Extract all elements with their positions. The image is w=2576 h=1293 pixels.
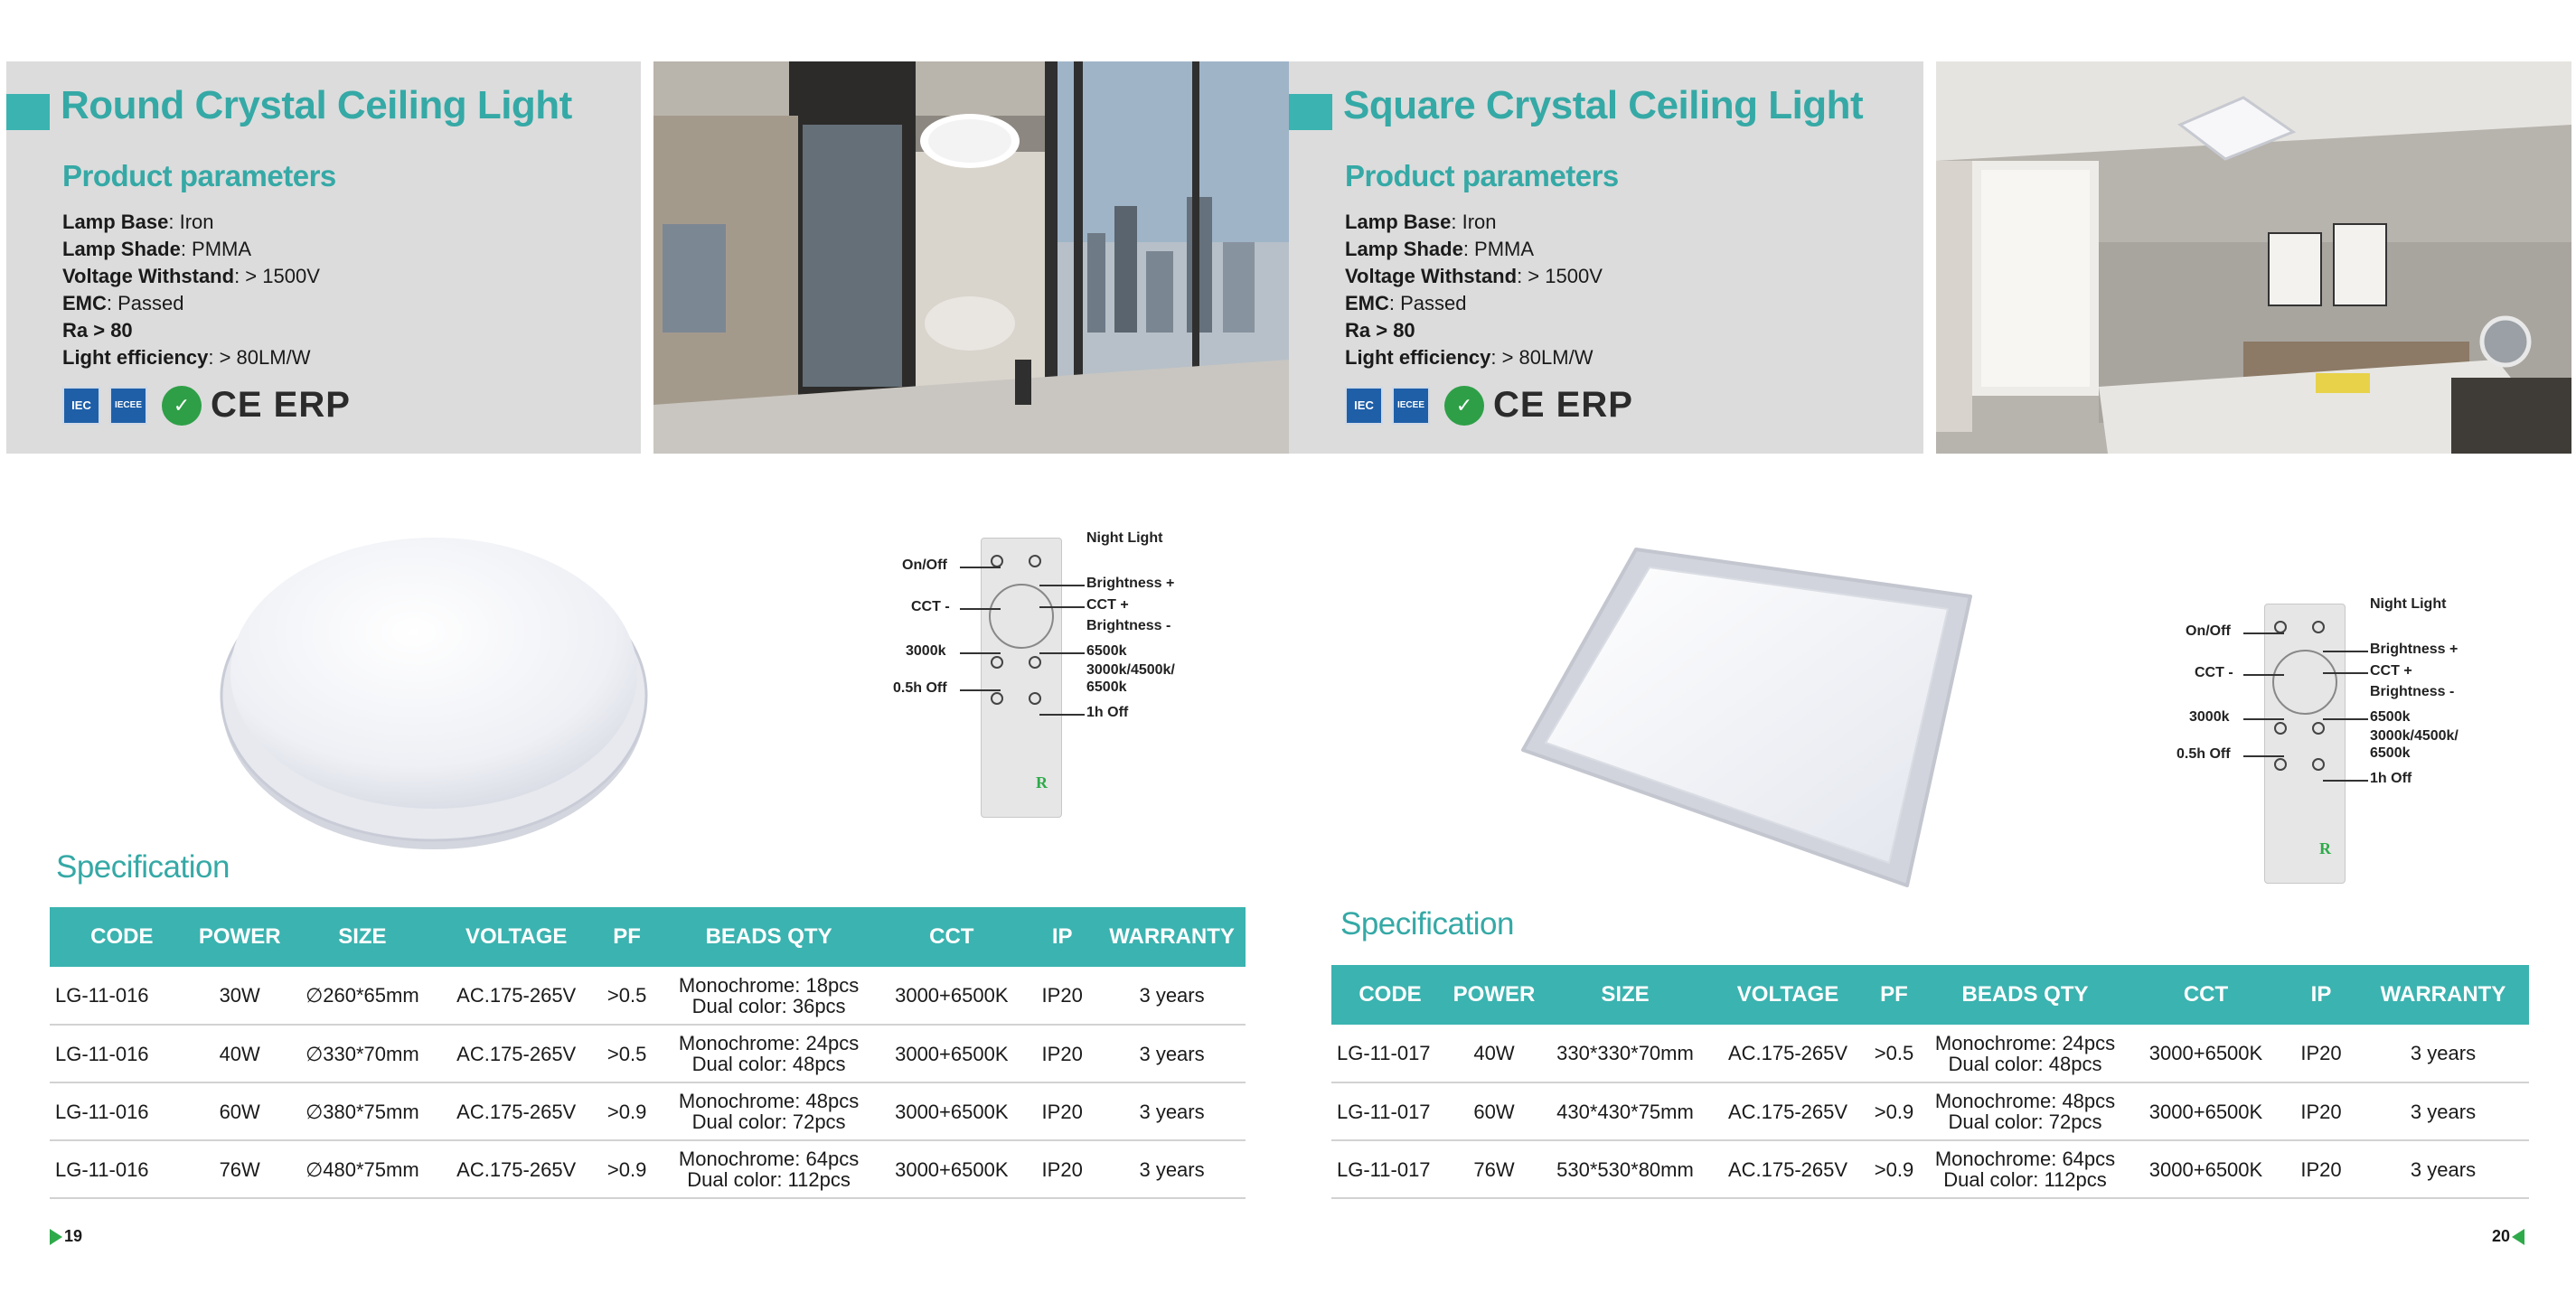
param-efficiency: Light efficiency: > 80LM/W (62, 346, 311, 369)
certification-logos (1345, 385, 1633, 426)
cell-cct: 3000+6500K (877, 1082, 1026, 1140)
cell-size: ∅330*70mm (286, 1025, 439, 1082)
cell-cct: 3000+6500K (877, 967, 1026, 1025)
ce-erp-mark: CE ERP (211, 385, 351, 425)
table-row (1331, 1082, 2529, 1140)
cell-warranty: 3 years (1098, 967, 1246, 1025)
param-lamp-base: Lamp Base: Iron (62, 211, 214, 233)
header-warranty: WARRANTY (2357, 965, 2529, 1025)
cell-voltage: AC.175-265V (439, 967, 593, 1025)
label-brightness-minus: Brightness - (1086, 618, 1171, 633)
leader-line (2243, 674, 2284, 676)
page-number-left: 19 (50, 1227, 82, 1246)
leader-line (2243, 632, 2284, 634)
label-half-hour-off: 0.5h Off (893, 680, 947, 696)
cell-beads: Monochrome: 24pcs Dual color: 48pcs (661, 1025, 877, 1082)
header-ip: IP (2285, 965, 2357, 1025)
cell-warranty: 3 years (1098, 1025, 1246, 1082)
header-size: SIZE (286, 907, 439, 967)
remote-body (981, 538, 1062, 818)
header-size: SIZE (1539, 965, 1711, 1025)
dpad-icon (989, 584, 1054, 649)
leader-line (960, 689, 1001, 691)
header-voltage: VOLTAGE (1711, 965, 1865, 1025)
timer-half-icon (991, 692, 1003, 705)
label-cct-minus: CCT - (911, 599, 950, 614)
label-one-hour-off: 1h Off (1086, 705, 1129, 720)
cell-size: ∅260*65mm (286, 967, 439, 1025)
cell-power: 40W (1449, 1025, 1539, 1082)
cell-code: LG-11-016 (50, 967, 194, 1025)
leader-line (960, 567, 1001, 568)
moon-button-icon (2312, 621, 2325, 633)
cell-beads: Monochrome: 48pcs Dual color: 72pcs (661, 1082, 877, 1140)
leader-line (2323, 780, 2368, 782)
cell-beads: Monochrome: 48pcs Dual color: 72pcs (1923, 1082, 2127, 1140)
cell-size: ∅380*75mm (286, 1082, 439, 1140)
label-brightness-plus: Brightness + (2370, 642, 2458, 657)
table-row (50, 1082, 1246, 1140)
header-voltage: VOLTAGE (439, 907, 593, 967)
param-list (62, 209, 320, 371)
header-code: CODE (1331, 965, 1449, 1025)
cell-beads: Monochrome: 24pcs Dual color: 48pcs (1923, 1025, 2127, 1082)
label-3000k: 3000k (2189, 709, 2230, 725)
cell-beads: Monochrome: 18pcs Dual color: 36pcs (661, 967, 877, 1025)
cell-ip: IP20 (2285, 1082, 2357, 1140)
cell-code: LG-11-016 (50, 1025, 194, 1082)
cell-code: LG-11-016 (50, 1140, 194, 1198)
leader-line (1039, 714, 1085, 716)
label-cycle-line-2: 6500k (2370, 745, 2411, 761)
cell-size: 330*330*70mm (1539, 1025, 1711, 1082)
warm-button-icon (991, 656, 1003, 669)
leader-line (960, 652, 1001, 654)
param-lamp-shade: Lamp Shade: PMMA (1345, 238, 1535, 260)
cell-warranty: 3 years (1098, 1140, 1246, 1198)
certification-logos (62, 385, 351, 426)
label-cct-plus: CCT + (2370, 663, 2412, 679)
label-cycle-line-2: 6500k (1086, 679, 1127, 695)
cell-power: 30W (194, 967, 286, 1025)
cell-voltage: AC.175-265V (439, 1025, 593, 1082)
cell-cct: 3000+6500K (877, 1140, 1026, 1198)
dpad-icon (2272, 650, 2337, 715)
cell-pf: >0.5 (593, 1025, 661, 1082)
spec-heading: Specification (1340, 906, 1514, 942)
header-cct: CCT (877, 907, 1026, 967)
cell-power: 60W (1449, 1082, 1539, 1140)
header-power: POWER (1449, 965, 1539, 1025)
header-power: POWER (194, 907, 286, 967)
iecee-logo: IECEE (1392, 387, 1430, 425)
table-row (1331, 1140, 2529, 1198)
leader-line (2243, 755, 2284, 757)
table-row (1331, 1025, 2529, 1082)
table-row (50, 1140, 1246, 1198)
iec-logo: IEC (62, 387, 100, 425)
cool-button-icon (2312, 722, 2325, 735)
green-leaf-icon: ✓ (162, 386, 202, 426)
right-spec-table (1331, 965, 2529, 1199)
param-voltage: Voltage Withstand: > 1500V (1345, 265, 1603, 287)
cell-voltage: AC.175-265V (1711, 1025, 1865, 1082)
round-lamp-image (212, 511, 655, 858)
table-header-row (50, 907, 1246, 967)
param-efficiency: Light efficiency: > 80LM/W (1345, 346, 1594, 369)
brand-r-logo: R (2319, 839, 2331, 857)
param-lamp-shade: Lamp Shade: PMMA (62, 238, 252, 260)
cell-ip: IP20 (2285, 1140, 2357, 1198)
label-night-light: Night Light (1086, 530, 1163, 546)
param-voltage: Voltage Withstand: > 1500V (62, 265, 320, 287)
cool-button-icon (1029, 656, 1041, 669)
cell-power: 60W (194, 1082, 286, 1140)
cell-ip: IP20 (1026, 967, 1098, 1025)
leader-line (2323, 651, 2368, 652)
leader-line (2323, 672, 2368, 674)
title-accent-bar (1289, 94, 1332, 130)
label-6500k: 6500k (1086, 643, 1127, 659)
param-lamp-base: Lamp Base: Iron (1345, 211, 1497, 233)
moon-button-icon (1029, 555, 1041, 567)
cell-code: LG-11-017 (1331, 1025, 1449, 1082)
left-spec-table (50, 907, 1246, 1199)
cell-beads: Monochrome: 64pcs Dual color: 112pcs (661, 1140, 877, 1198)
cell-code: LG-11-017 (1331, 1082, 1449, 1140)
cell-power: 76W (1449, 1140, 1539, 1198)
spec-heading: Specification (56, 849, 230, 885)
cell-size: 430*430*75mm (1539, 1082, 1711, 1140)
cell-warranty: 3 years (1098, 1082, 1246, 1140)
green-leaf-icon: ✓ (1444, 386, 1484, 426)
label-one-hour-off: 1h Off (2370, 771, 2412, 786)
leader-line (960, 608, 1001, 610)
cell-voltage: AC.175-265V (1711, 1140, 1865, 1198)
param-emc: EMC: Passed (62, 292, 184, 314)
label-on-off: On/Off (902, 557, 947, 573)
leader-line (2323, 718, 2368, 720)
cell-code: LG-11-017 (1331, 1140, 1449, 1198)
cell-voltage: AC.175-265V (439, 1082, 593, 1140)
label-cct-plus: CCT + (1086, 597, 1129, 613)
label-brightness-plus: Brightness + (1086, 576, 1175, 591)
timer-one-icon (2312, 758, 2325, 771)
page-number-right: 20 (2492, 1227, 2524, 1246)
cell-beads: Monochrome: 64pcs Dual color: 112pcs (1923, 1140, 2127, 1198)
params-heading: Product parameters (62, 159, 336, 192)
label-cycle-line-1: 3000k/4500k/ (1086, 662, 1175, 678)
header-ip: IP (1026, 907, 1098, 967)
header-beads-qty: BEADS QTY (661, 907, 877, 967)
table-row (50, 967, 1246, 1025)
cell-cct: 3000+6500K (2127, 1082, 2285, 1140)
triangle-right-icon (50, 1229, 62, 1245)
triangle-left-icon (2512, 1229, 2524, 1245)
timer-one-icon (1029, 692, 1041, 705)
table-row (50, 1025, 1246, 1082)
iec-logo: IEC (1345, 387, 1383, 425)
product-title: Round Crystal Ceiling Light (61, 83, 572, 127)
label-brightness-minus: Brightness - (2370, 684, 2455, 699)
label-half-hour-off: 0.5h Off (2176, 746, 2231, 762)
timer-half-icon (2274, 758, 2287, 771)
param-ra: Ra > 80 (1345, 319, 1415, 342)
title-accent-bar (6, 94, 50, 130)
cell-power: 40W (194, 1025, 286, 1082)
cell-size: ∅480*75mm (286, 1140, 439, 1198)
cell-voltage: AC.175-265V (439, 1140, 593, 1198)
param-list (1345, 209, 1603, 371)
cell-warranty: 3 years (2357, 1082, 2529, 1140)
warm-button-icon (2274, 722, 2287, 735)
label-on-off: On/Off (2186, 623, 2231, 639)
product-title: Square Crystal Ceiling Light (1343, 83, 1864, 127)
label-6500k: 6500k (2370, 709, 2411, 725)
cell-size: 530*530*80mm (1539, 1140, 1711, 1198)
iecee-logo: IECEE (109, 387, 147, 425)
label-cycle-line-1: 3000k/4500k/ (2370, 728, 2458, 744)
power-button-icon (2274, 621, 2287, 633)
cell-cct: 3000+6500K (2127, 1025, 2285, 1082)
table-header-row (1331, 965, 2529, 1025)
cell-pf: >0.9 (1865, 1140, 1923, 1198)
cell-ip: IP20 (1026, 1082, 1098, 1140)
square-lamp-image (1518, 542, 1979, 899)
header-cct: CCT (2127, 965, 2285, 1025)
cell-cct: 3000+6500K (2127, 1140, 2285, 1198)
cell-power: 76W (194, 1140, 286, 1198)
cell-pf: >0.9 (593, 1082, 661, 1140)
header-beads-qty: BEADS QTY (1923, 965, 2127, 1025)
param-ra: Ra > 80 (62, 319, 133, 342)
remote-control-diagram (2169, 595, 2486, 884)
left-parameters-panel (6, 61, 641, 454)
cell-pf: >0.5 (593, 967, 661, 1025)
leader-line (2243, 718, 2284, 720)
right-parameters-panel (1289, 61, 1923, 454)
leader-line (1039, 652, 1085, 654)
remote-control-diagram (886, 529, 1202, 818)
label-cct-minus: CCT - (2195, 665, 2233, 680)
cell-ip: IP20 (2285, 1025, 2357, 1082)
power-button-icon (991, 555, 1003, 567)
label-3000k: 3000k (906, 643, 946, 659)
remote-body (2264, 604, 2346, 884)
header-pf: PF (1865, 965, 1923, 1025)
param-emc: EMC: Passed (1345, 292, 1467, 314)
ce-erp-mark: CE ERP (1493, 385, 1633, 425)
cell-warranty: 3 years (2357, 1025, 2529, 1082)
bedroom-photo (1936, 61, 2571, 454)
header-warranty: WARRANTY (1098, 907, 1246, 967)
label-night-light: Night Light (2370, 596, 2447, 612)
cell-pf: >0.9 (1865, 1082, 1923, 1140)
living-room-photo (653, 61, 1289, 454)
header-code: CODE (50, 907, 194, 967)
brand-r-logo: R (1036, 773, 1048, 792)
cell-cct: 3000+6500K (877, 1025, 1026, 1082)
header-pf: PF (593, 907, 661, 967)
cell-code: LG-11-016 (50, 1082, 194, 1140)
leader-line (1039, 585, 1085, 586)
cell-ip: IP20 (1026, 1140, 1098, 1198)
leader-line (1039, 606, 1085, 608)
params-heading: Product parameters (1345, 159, 1619, 192)
cell-voltage: AC.175-265V (1711, 1082, 1865, 1140)
cell-ip: IP20 (1026, 1025, 1098, 1082)
cell-warranty: 3 years (2357, 1140, 2529, 1198)
cell-pf: >0.5 (1865, 1025, 1923, 1082)
cell-pf: >0.9 (593, 1140, 661, 1198)
